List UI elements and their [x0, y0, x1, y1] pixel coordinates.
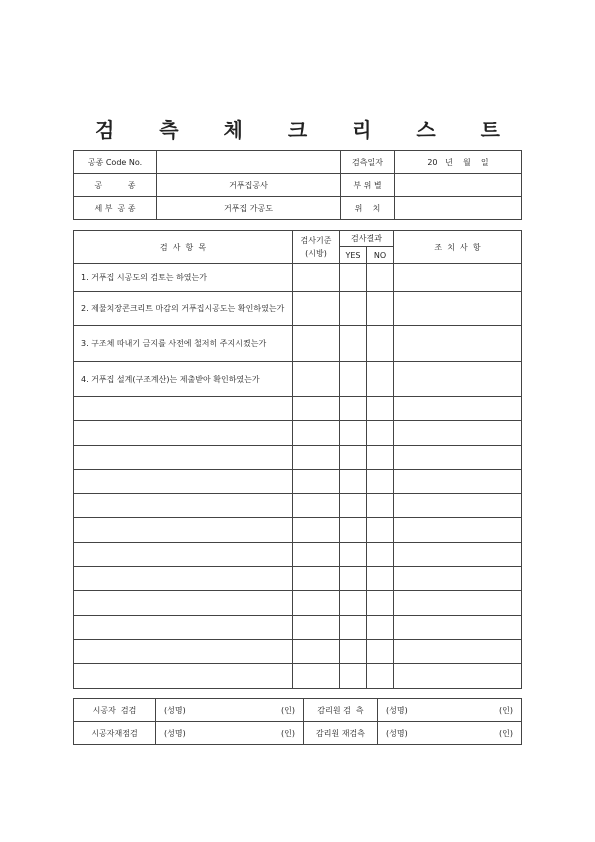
action-cell[interactable] — [394, 639, 522, 663]
standard-cell[interactable] — [293, 469, 340, 493]
action-cell[interactable] — [394, 542, 522, 566]
seal-mark: (인) — [281, 728, 295, 738]
table-row — [74, 542, 522, 566]
item-cell[interactable] — [74, 639, 293, 663]
area-value[interactable] — [395, 174, 522, 197]
check-item-text: 4. 거푸집 설계(구조계산)는 제출받아 확인하였는가 — [74, 362, 293, 397]
item-cell[interactable] — [74, 542, 293, 566]
yes-cell[interactable] — [340, 469, 367, 493]
standard-cell[interactable] — [293, 615, 340, 639]
standard-cell[interactable] — [293, 397, 340, 421]
yes-cell[interactable] — [340, 264, 367, 292]
contractor-reinspector-sign[interactable] — [156, 722, 304, 745]
no-cell[interactable] — [367, 397, 394, 421]
item-cell[interactable] — [74, 397, 293, 421]
yes-cell[interactable] — [340, 362, 367, 397]
no-cell[interactable] — [367, 494, 394, 518]
yes-cell[interactable] — [340, 591, 367, 615]
item-cell[interactable] — [74, 615, 293, 639]
action-cell[interactable] — [394, 326, 522, 362]
yes-cell[interactable] — [340, 567, 367, 591]
name-placeholder: (성명) — [164, 728, 186, 738]
action-cell[interactable] — [394, 664, 522, 688]
standard-cell[interactable] — [293, 664, 340, 688]
table-row — [74, 469, 522, 493]
no-cell[interactable] — [367, 421, 394, 445]
table-row — [74, 518, 522, 542]
table-row — [74, 445, 522, 469]
standard-cell[interactable] — [293, 445, 340, 469]
page-title: 검 측 체 크 리 스 트 — [94, 118, 520, 142]
yes-cell[interactable] — [340, 615, 367, 639]
contractor-reinspector-label: 시공자재점검 — [74, 722, 156, 745]
action-cell[interactable] — [394, 421, 522, 445]
action-cell[interactable] — [394, 397, 522, 421]
no-cell[interactable] — [367, 542, 394, 566]
supervisor-reinspector-sign[interactable] — [378, 722, 522, 745]
work-code-label: 공종 Code No. — [74, 151, 157, 174]
table-row — [74, 292, 522, 326]
name-placeholder: (성명) — [386, 705, 408, 715]
col-header-no: NO — [367, 247, 394, 264]
col-header-result: 검사결과 — [340, 231, 394, 247]
check-item-text: 1. 거푸집 시공도의 검토는 하였는가 — [74, 264, 293, 292]
contractor-inspector-sign[interactable] — [156, 699, 304, 722]
yes-cell[interactable] — [340, 664, 367, 688]
yes-cell[interactable] — [340, 292, 367, 326]
col-header-action: 조 치 사 항 — [394, 231, 522, 264]
action-cell[interactable] — [394, 615, 522, 639]
table-row — [74, 326, 522, 362]
supervisor-reinspector-label: 감리원 재검측 — [304, 722, 378, 745]
contractor-inspector-label: 시공자 검검 — [74, 699, 156, 722]
yes-cell[interactable] — [340, 397, 367, 421]
col-header-standard: 검사기준 (시방) — [293, 231, 340, 264]
yes-cell[interactable] — [340, 494, 367, 518]
item-cell[interactable] — [74, 518, 293, 542]
area-label: 부 위 별 — [341, 174, 395, 197]
no-cell[interactable] — [367, 567, 394, 591]
work-type-value[interactable]: 거푸집공사 — [157, 174, 341, 197]
seal-mark: (인) — [499, 705, 513, 715]
standard-cell[interactable] — [293, 494, 340, 518]
item-cell[interactable] — [74, 567, 293, 591]
no-cell[interactable] — [367, 518, 394, 542]
table-row — [74, 362, 522, 397]
work-type-label: 공 종 — [74, 174, 157, 197]
action-cell[interactable] — [394, 567, 522, 591]
standard-cell[interactable] — [293, 639, 340, 663]
standard-cell[interactable] — [293, 362, 340, 397]
table-row — [74, 397, 522, 421]
no-cell[interactable] — [367, 292, 394, 326]
inspect-date-value[interactable]: 20 년 월 일 — [395, 151, 522, 174]
action-cell[interactable] — [394, 264, 522, 292]
supervisor-inspector-sign[interactable] — [378, 699, 522, 722]
no-cell[interactable] — [367, 591, 394, 615]
item-cell[interactable] — [74, 591, 293, 615]
standard-cell[interactable] — [293, 591, 340, 615]
col-header-yes: YES — [340, 247, 367, 264]
action-cell[interactable] — [394, 469, 522, 493]
yes-cell[interactable] — [340, 639, 367, 663]
inspect-date-label: 검측일자 — [341, 151, 395, 174]
action-cell[interactable] — [394, 445, 522, 469]
table-row — [74, 494, 522, 518]
item-cell[interactable] — [74, 494, 293, 518]
no-cell[interactable] — [367, 264, 394, 292]
no-cell[interactable] — [367, 362, 394, 397]
table-row — [74, 567, 522, 591]
table-row — [74, 639, 522, 663]
no-cell[interactable] — [367, 615, 394, 639]
standard-cell[interactable] — [293, 292, 340, 326]
yes-cell[interactable] — [340, 445, 367, 469]
yes-cell[interactable] — [340, 542, 367, 566]
seal-mark: (인) — [281, 705, 295, 715]
action-cell[interactable] — [394, 591, 522, 615]
yes-cell[interactable] — [340, 518, 367, 542]
no-cell[interactable] — [367, 664, 394, 688]
item-cell[interactable] — [74, 445, 293, 469]
yes-cell[interactable] — [340, 326, 367, 362]
table-row — [74, 264, 522, 292]
table-row — [74, 591, 522, 615]
work-code-value[interactable] — [157, 151, 341, 174]
standard-cell[interactable] — [293, 518, 340, 542]
check-item-text: 3. 구조체 따내기 금지를 사전에 철저히 주지시켰는가 — [74, 326, 293, 362]
no-cell[interactable] — [367, 469, 394, 493]
yes-cell[interactable] — [340, 421, 367, 445]
action-cell[interactable] — [394, 292, 522, 326]
item-cell[interactable] — [74, 469, 293, 493]
seal-mark: (인) — [499, 728, 513, 738]
no-cell[interactable] — [367, 445, 394, 469]
name-placeholder: (성명) — [164, 705, 186, 715]
no-cell[interactable] — [367, 326, 394, 362]
name-placeholder: (성명) — [386, 728, 408, 738]
table-row — [74, 421, 522, 445]
standard-cell[interactable] — [293, 326, 340, 362]
col-header-item: 검 사 항 목 — [74, 231, 293, 264]
no-cell[interactable] — [367, 639, 394, 663]
table-row — [74, 615, 522, 639]
action-cell[interactable] — [394, 518, 522, 542]
location-label: 위 치 — [341, 197, 395, 220]
table-row — [74, 664, 522, 688]
action-cell[interactable] — [394, 494, 522, 518]
detail-work-value[interactable]: 거푸집 가공도 — [157, 197, 341, 220]
action-cell[interactable] — [394, 362, 522, 397]
check-item-text: 2. 제물치장콘크리트 마감의 거푸집시공도는 확인하였는가 — [74, 292, 293, 326]
item-cell[interactable] — [74, 421, 293, 445]
signature-table — [73, 698, 522, 745]
standard-cell[interactable] — [293, 542, 340, 566]
standard-cell[interactable] — [293, 264, 340, 292]
detail-work-label: 세 부 공 종 — [74, 197, 157, 220]
supervisor-inspector-label: 감리원 검 측 — [304, 699, 378, 722]
location-value[interactable] — [395, 197, 522, 220]
item-cell[interactable] — [74, 664, 293, 688]
checklist-body — [74, 264, 522, 689]
checklist-table — [73, 230, 522, 689]
standard-cell[interactable] — [293, 421, 340, 445]
header-table — [73, 150, 522, 220]
standard-cell[interactable] — [293, 567, 340, 591]
